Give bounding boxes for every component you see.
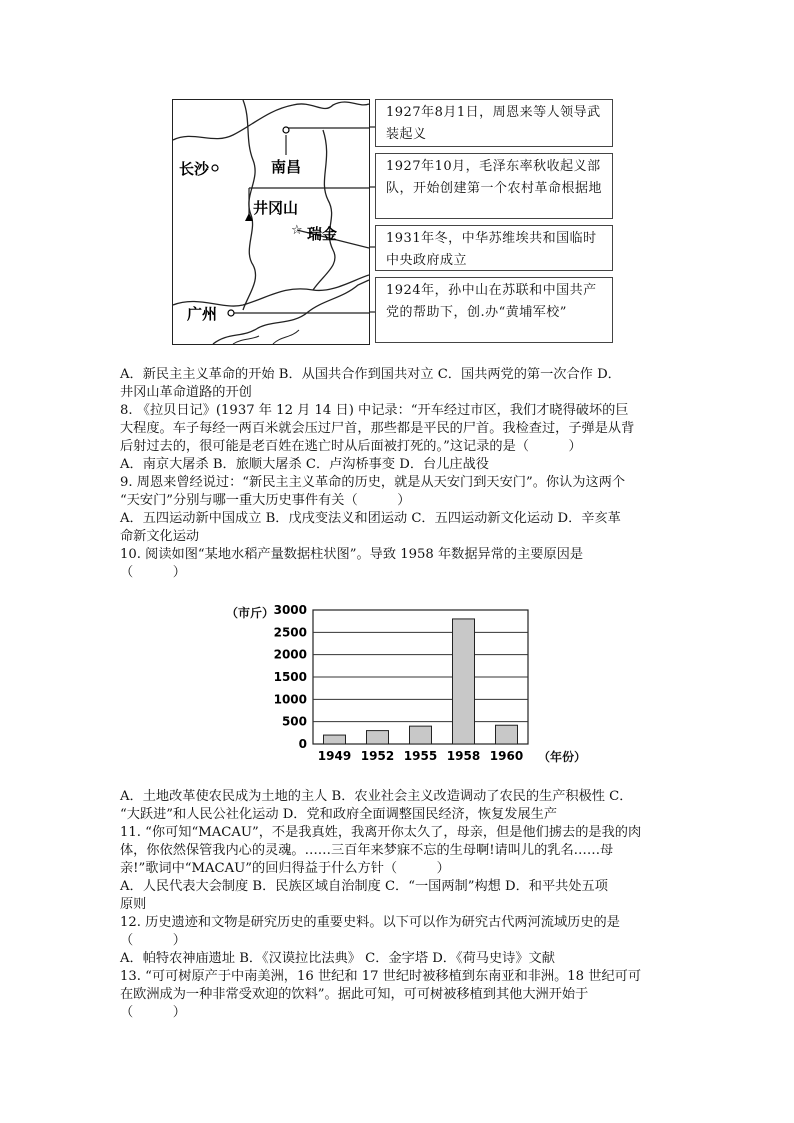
chart-x-unit-label: （年份） [538,750,587,764]
callout-1927-jinggangshan: 1927年10月，毛泽东率秋收起义部队，开始创建第一个农村革命根据地 [375,153,613,219]
callout-1931-ruijin: 1931年冬，中华苏维埃共和国临时中央政府成立 [375,225,613,271]
q8-options: A．南京大屠杀 B．旅顺大屠杀 C．卢沟桥事变 D．台儿庄战役 [120,457,489,472]
q9-stem-line2: “天安门”分别与哪一重大历史事件有关（ ） [120,493,411,508]
chart-x-tick-label: 1952 [360,749,395,763]
chart-svg [220,600,600,790]
city-label-guangzhou: 广州 [187,305,218,323]
q11-options-line2: 原则 [120,897,147,912]
chart-x-tick-label: 1958 [446,749,481,763]
q11-stem-line3: 亲!”歌词中“MACAU”的回归得益于什么方针（ ） [120,861,450,876]
chart-bar-1949 [324,735,346,744]
callout-1927-nanchang: 1927年8月1日，周恩来等人领导武装起义 [375,99,613,147]
q11-stem-line2: 体，你依然保管我内心的灵魂。……三百年来梦寐不忘的生母啊!请叫儿的乳名……母 [120,843,614,858]
q12-stem-line2: （ ） [120,933,186,948]
q13-stem-line1: 13. “可可树原产于中南美洲，16 世纪和 17 世纪时被移植到东南亚和非洲。18 世纪可可 [120,969,642,984]
city-label-ruijin: 瑞金 [307,225,338,243]
q8-stem-line1: 8. 《拉贝日记》(1937 年 12 月 14 日) 中记录：“开车经过市区，我们才晓得破坏的巨 [120,403,629,418]
chart-bar-1960 [496,725,518,744]
q10-stem-line1: 10. 阅读如图“某地水稻产量数据柱状图”。导致 1958 年数据异常的主要原因是 [120,547,584,562]
q8-stem-line2: 大程度。车子每经一两百米就会压过尸首，那些都是平民的尸首。我检查过，子弹是从背 [120,421,635,436]
city-label-changsha: 长沙 [179,160,210,178]
chart-y-tick-label: 1000 [273,692,307,707]
chart-y-tick-label: 1500 [273,670,307,684]
chart-bar-1958 [453,619,475,744]
chart-y-tick-label: 3000 [273,603,307,617]
callout-1924-guangzhou: 1924年，孙中山在苏联和中国共产党的帮助下，创.办“黄埔军校” [375,277,613,343]
q11-stem-line1: 11. “你可知“MACAU”，不是我真姓，我离开你太久了，母亲，但是他们掳去的是我的肉 [120,825,642,840]
q13-stem-line3: （ ） [120,1005,186,1020]
q9-stem-line1: 9. 周恩来曾经说过：“新民主主义革命的历史，就是从天安门到天安门”。你认为这两个 [120,475,626,490]
q7-options-line2: 井冈山革命道路的开创 [120,385,252,400]
q10-stem-line2: （ ） [120,565,186,580]
q10-options-line1: A．土地改革使农民成为土地的主人 B．农业社会主义改造调动了农民的生产积极性 C． [120,789,633,804]
chart-y-tick-label: 2000 [273,647,307,662]
chart-x-tick-label: 1949 [317,749,352,763]
city-label-nanchang: 南昌 [271,158,302,176]
q9-options-line1: A．五四运动新中国成立 B．戊戌变法义和团运动 C．五四运动新文化运动 D．辛亥革 [120,511,621,526]
q7-options-line1: A．新民主主义革命的开始 B．从国共合作到国共对立 C．国共两党的第一次合作 D． [120,367,621,382]
chart-x-tick-label: 1960 [489,749,524,763]
chart-x-tick-label: 1955 [403,749,438,763]
chart-y-tick-label: 2500 [273,625,307,640]
q13-stem-line2: 在欧洲成为一种非常受欢迎的饮料”。据此可知，可可树被移植到其他大洲开始于 [120,987,589,1002]
ruijin-star-icon: ☆ [291,223,303,238]
chart-y-tick-label: 0 [298,737,307,751]
revolution-map-figure [172,97,620,347]
q12-stem-line1: 12. 历史遗迹和文物是研究历史的重要史料。以下可以作为研究古代两河流域历史的是 [120,915,620,930]
q12-options: A．帕特农神庙遗址 B．《汉谟拉比法典》 C．金字塔 D．《荷马史诗》文献 [120,951,555,966]
rice-yield-bar-chart [220,600,600,790]
q8-stem-line3: 后射过去的，很可能是老百姓在逃亡时从后面被打死的。”这记录的是（ ） [120,439,582,454]
q11-options-line1: A．人民代表大会制度 B．民族区域自治制度 C．“一国两制”构想 D．和平共处五项 [120,879,608,894]
q9-options-line2: 命新文化运动 [120,529,200,544]
chart-bar-1952 [367,731,389,744]
chart-y-unit-label: （市斤） [226,606,275,620]
city-label-jinggangshan: 井冈山 [253,199,299,217]
chart-y-tick-label: 500 [281,714,307,729]
q10-options-line2: “大跃进”和人民公社化运动 D．党和政府全面调整国民经济，恢复发展生产 [120,807,558,822]
chart-bar-1955 [410,726,432,744]
